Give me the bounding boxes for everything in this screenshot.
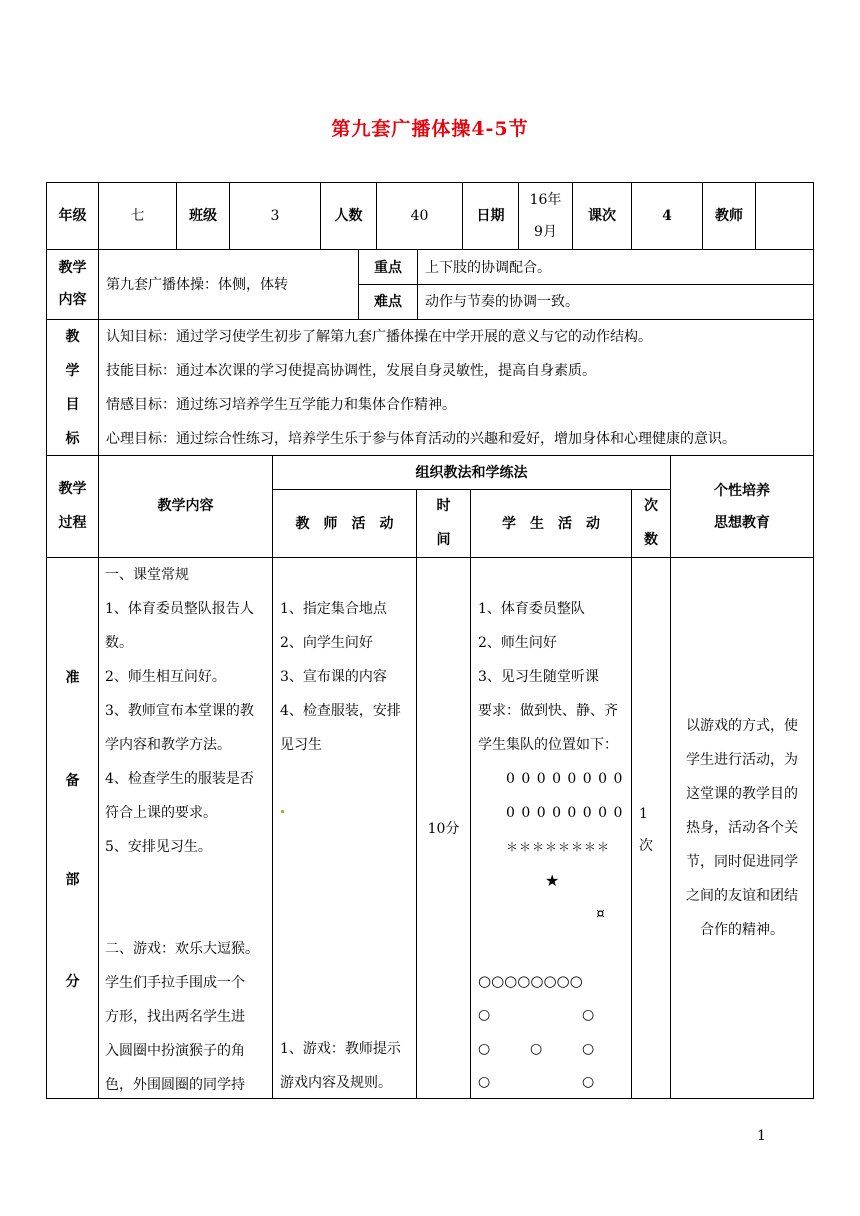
class-label: 班级 — [189, 208, 217, 224]
teacher-activity-top — [280, 592, 401, 762]
prep-content-line: 符合上课的要求。 — [105, 805, 217, 821]
prep-label-char: 分 — [65, 974, 80, 990]
lesson-label: 课次 — [588, 208, 616, 224]
teacher-activity-line: 2、向学生问好 — [280, 635, 373, 651]
org-method-header: 组织教法和学练法 — [415, 465, 528, 481]
circle-right: ○ — [582, 1007, 595, 1023]
formation-row: 0 0 0 0 0 0 0 0 — [506, 771, 624, 787]
prep-content-line: 2、师生相互问好。 — [105, 669, 226, 685]
circle-center-monkey: ○ — [530, 1041, 543, 1057]
prep-time: 10分 — [427, 821, 460, 837]
time-header-1: 时 — [436, 498, 451, 514]
goals-label-char: 标 — [65, 431, 80, 447]
circle-left: ○ — [478, 1074, 491, 1090]
content-column-header: 教学内容 — [157, 498, 214, 514]
prep-content-line: 5、安排见习生。 — [105, 839, 212, 855]
key-point-label: 重点 — [374, 260, 402, 276]
teacher-label: 教师 — [715, 208, 743, 224]
grade-label: 年级 — [58, 208, 87, 224]
lesson-value: 4 — [662, 208, 672, 224]
goals-list — [106, 320, 736, 456]
prep-content-line: 二、游戏：欢乐大逗猴。 — [105, 941, 259, 957]
difficulty-label: 难点 — [374, 294, 402, 310]
prep-content-line: 数。 — [105, 635, 133, 651]
prep-reps-unit: 次 — [639, 838, 653, 854]
prep-label-char: 准 — [65, 670, 80, 686]
key-point-text: 上下肢的协调配合。 — [425, 260, 551, 276]
student-activity-column — [478, 592, 618, 762]
personal-education-text — [671, 709, 813, 947]
teacher-activity-line: 见习生 — [280, 737, 322, 753]
reps-header-2: 数 — [644, 532, 658, 548]
personal-header-1: 个性培养 — [714, 483, 770, 499]
formation-diagram — [506, 762, 623, 864]
teacher-activity-line: 1、指定集合地点 — [280, 601, 387, 617]
prep-content-line: 一、课堂常规 — [105, 567, 189, 583]
prep-content-line: 学内容和教学方法。 — [105, 737, 231, 753]
personal-line: 热身，活动各个关 — [686, 820, 798, 836]
grade-value: 七 — [130, 208, 145, 224]
prep-content-line: 入圆圈中扮演猴子的角 — [105, 1043, 245, 1059]
process-label-2: 过程 — [58, 515, 87, 531]
content-label-2: 内容 — [58, 292, 87, 308]
page-number: 1 — [757, 1128, 766, 1144]
goals-label-char: 教 — [65, 329, 80, 345]
date-value-year: 16年 — [529, 192, 562, 208]
goal-item: 情感目标：通过练习培养学生互学能力和集体合作精神。 — [106, 397, 456, 413]
circle-right: ○ — [582, 1041, 595, 1057]
personal-line: 这堂课的教学目的 — [686, 786, 798, 802]
prep-content-line: 1、体育委员整队报告人 — [105, 601, 254, 617]
prep-content-line: 4、检查学生的服装是否 — [105, 771, 254, 787]
goal-item: 心理目标：通过综合性练习，培养学生乐于参与体育活动的兴趣和爱好，增加身体和心理健康的意识。 — [106, 431, 736, 447]
personal-line: 合作的精神。 — [700, 922, 784, 938]
circle-right: ○ — [582, 1074, 595, 1090]
reps-header-1: 次 — [644, 498, 658, 514]
personal-line: 节，同时促进同学 — [686, 854, 798, 870]
teacher-position-star-icon: ★ — [545, 871, 560, 890]
goals-label-char: 学 — [65, 363, 80, 379]
count-value: 40 — [410, 208, 429, 224]
teacher-activity-line: 游戏内容及规则。 — [280, 1075, 392, 1091]
student-activity-line: 3、见习生随堂听课 — [478, 669, 599, 685]
date-label: 日期 — [476, 208, 505, 224]
prep-content-line: 色，外围圆圈的同学持 — [105, 1077, 245, 1093]
prep-content-line — [105, 898, 259, 932]
stray-mark — [281, 810, 284, 813]
time-header-2: 间 — [436, 532, 451, 548]
formation-row: ＊＊＊＊＊＊＊＊ — [506, 840, 611, 854]
content-label-1: 教学 — [58, 260, 87, 276]
student-activity-line: 学生集队的位置如下： — [478, 737, 618, 753]
teacher-activity-line: 4、检查服装，安排 — [280, 703, 401, 719]
student-activity-header: 学 生 活 动 — [502, 516, 600, 532]
personal-line: 以游戏的方式，使 — [686, 718, 798, 734]
date-value-month: 9月 — [534, 224, 557, 240]
difficulty-text: 动作与节奏的协调一致。 — [425, 294, 579, 310]
teacher-activity-line: 3、宣布课的内容 — [280, 669, 387, 685]
teacher-activity-line: 1、游戏：教师提示 — [280, 1041, 401, 1057]
circle-left: ○ — [478, 1007, 491, 1023]
class-value: 3 — [270, 208, 280, 224]
student-activity-line: 1、体育委员整队 — [478, 601, 585, 617]
content-text: 第九套广播体操：体侧，体转 — [106, 277, 288, 293]
goals-label — [47, 320, 98, 456]
student-activity-line: 要求：做到快、静、齐 — [478, 703, 618, 719]
count-label: 人数 — [334, 208, 363, 224]
formation-row: 0 0 0 0 0 0 0 0 — [506, 805, 624, 821]
personal-header-2: 思想教育 — [714, 515, 770, 531]
prep-label-char: 备 — [65, 773, 80, 789]
process-label-1: 教学 — [58, 481, 87, 497]
circle-left: ○ — [478, 1041, 491, 1057]
personal-line: 之间的友谊和团结 — [686, 888, 798, 904]
personal-line: 学生进行活动，为 — [686, 752, 798, 768]
prep-content-line: 方形，找出两名学生进 — [105, 1009, 245, 1025]
prep-content-line — [105, 864, 259, 898]
prep-content-line: 3、教师宣布本堂课的教 — [105, 703, 254, 719]
circle-formation-top: ○○○○○○○○ — [478, 972, 583, 990]
goals-label-char: 目 — [65, 397, 80, 413]
observer-symbol-icon: ¤ — [596, 906, 605, 922]
prep-content-column — [105, 558, 259, 1102]
teacher-activity-bottom — [280, 1032, 401, 1100]
teacher-activity-header: 教 师 活 动 — [295, 516, 394, 532]
prep-reps-count: 1 — [639, 806, 648, 822]
prep-content-line: 学生们手拉手围成一个 — [105, 975, 245, 991]
goal-item: 认知目标：通过学习使学生初步了解第九套广播体操在中学开展的意义与它的动作结构。 — [106, 329, 652, 345]
page-title: 第九套广播体操4-5节 — [331, 118, 529, 140]
student-activity-line: 2、师生问好 — [478, 635, 557, 651]
goal-item: 技能目标：通过本次课的学习使提高协调性，发展自身灵敏性，提高自身素质。 — [106, 363, 596, 379]
prep-label-char: 部 — [65, 872, 80, 888]
